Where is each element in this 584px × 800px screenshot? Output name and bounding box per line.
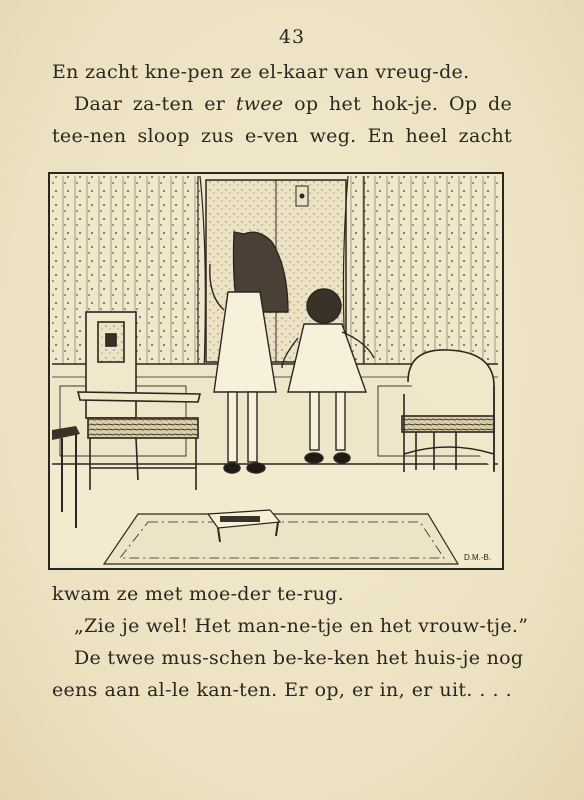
text-line: En zacht kne-pen ze el-kaar van vreug-de. [52, 61, 470, 83]
text-line: eens aan al-le kan-ten. Er op, er in, er uit. . . . [52, 679, 512, 701]
text-line: De twee mus-schen be-ke-ken het huis-je nog [74, 647, 524, 669]
page-number: 43 [278, 26, 306, 48]
text-line: kwam ze met moe-der te-rug. [52, 583, 344, 605]
text-span: Daar za-ten er [74, 93, 236, 115]
text-span: op het hok-je. Op de [283, 93, 512, 115]
bottom-paragraph [52, 578, 529, 706]
rug [104, 514, 458, 564]
right-curtain [348, 176, 498, 364]
top-paragraph [52, 56, 512, 152]
text-line: „Zie je wel! Het man-ne-tje en het vrouw-tje.” [74, 615, 529, 637]
illustrator-signature: D.M.-B. [464, 553, 492, 562]
text-line [52, 88, 512, 120]
text-line: tee-nen sloop zus e-ven weg. En heel zacht [52, 125, 512, 147]
illustration [48, 172, 504, 570]
emphasized-word: twee [235, 93, 284, 115]
illustration-drawing [48, 172, 504, 570]
